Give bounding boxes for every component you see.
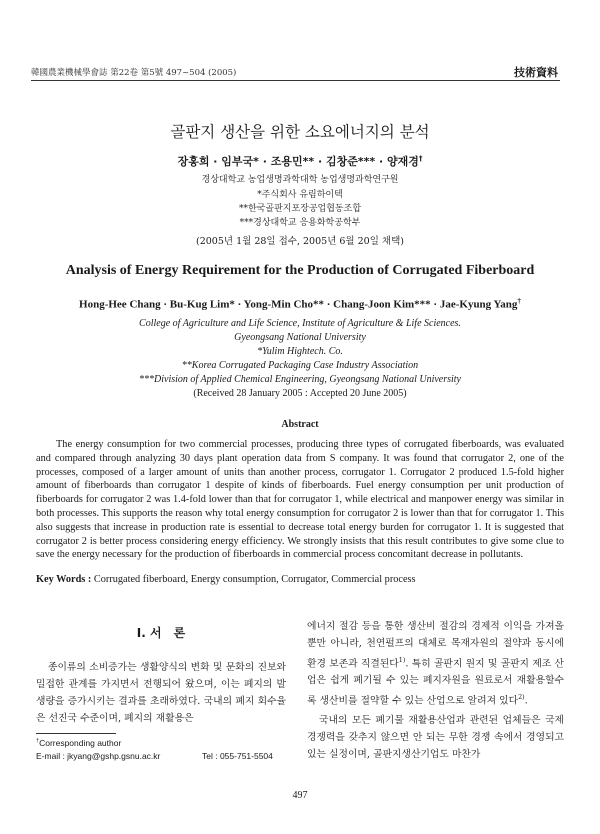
left-column bbox=[36, 618, 286, 727]
section-title: I. 서 론 bbox=[136, 626, 186, 640]
english-corresponding-mark: † bbox=[517, 297, 521, 305]
intro-text: 에너지 절감 등을 통한 생산비 절감의 경제적 이익을 가져올 뿐만 아니라, 천연펄프의 대체로 목재자원의 절약과 동시에 환경 보존과 직결된다 bbox=[307, 621, 564, 670]
keywords-label: Key Words : bbox=[36, 574, 92, 585]
intro-paragraph-continued bbox=[307, 618, 564, 710]
english-affiliation: Gyeongsang National University bbox=[234, 332, 366, 343]
english-affiliation: **Korea Corrugated Packaging Case Industry Association bbox=[181, 360, 419, 371]
citation-ref: 1) bbox=[398, 656, 406, 664]
korean-affiliation: 경상대학교 농업생명과학대학 농업생명과학연구원 bbox=[201, 175, 399, 185]
footnote-mark: † bbox=[36, 738, 40, 745]
korean-author-list: 장홍희 · 임부국* · 조용민** · 김창준*** · 양재경 bbox=[177, 155, 419, 168]
intro-text: . bbox=[524, 695, 528, 707]
korean-affiliation: **한국골판지포장공업협동조합 bbox=[238, 204, 362, 214]
english-affiliation: *Yulim Hightech. Co. bbox=[257, 346, 343, 357]
footnote-label: Corresponding author bbox=[39, 738, 122, 748]
english-affiliation: ***Division of Applied Chemical Engineering, Gyeongsang National University bbox=[139, 374, 461, 385]
english-authors bbox=[0, 297, 600, 311]
keywords bbox=[36, 574, 564, 585]
citation-ref: 2) bbox=[518, 693, 525, 702]
korean-title: 골판지 생산을 위한 소요에너지의 분석 bbox=[170, 123, 430, 141]
english-title: Analysis of Energy Requirement for the Production of Corrugated Fiberboard bbox=[65, 263, 535, 278]
english-author-list: Hong-Hee Chang · Bu-Kug Lim* · Yong-Min Cho** · Chang-Joon Kim*** · Jae-Kyung Yang bbox=[79, 298, 518, 311]
footnote-corresponding bbox=[36, 738, 121, 748]
header-rule bbox=[31, 80, 560, 81]
korean-dates: (2005년 1월 28일 접수, 2005년 6월 20일 채택) bbox=[196, 236, 404, 247]
journal-citation: 韓國農業機械學會誌 第22卷 第5號 497~504 (2005) bbox=[31, 68, 237, 78]
footnote-rule bbox=[36, 733, 116, 734]
intro-paragraph-2: 국내의 모든 폐기물 재활용산업과 관련된 업체들은 국제 경쟁력을 갖추지 않으면 안 되는 무한 경쟁 속에서 경영되고 있는 실정이며, 골판지생산기업도 마찬가 bbox=[307, 714, 564, 760]
english-dates: (Received 28 January 2005 : Accepted 20 June 2005) bbox=[193, 388, 407, 399]
intro-text: . 특히 골판지 원지 및 골판지 제조 산업은 쉽게 폐기될 수 있는 폐지자원을 원료로서 재활용할수록 생산비를 절약할 수 있는 산업으로 알려져 있다 bbox=[307, 658, 565, 707]
korean-authors bbox=[0, 153, 600, 169]
footnote-tel: Tel : 055-751-5504 bbox=[202, 751, 273, 761]
intro-paragraph: 종이류의 소비증가는 생활양식의 변화 및 문화의 진보와 밀접한 관계를 가지면서 전행되어 왔으며, 이는 폐지의 발생량을 증가시키는 결과를 초래하였다. 국내의 폐지 회수율은 선진국 수준이며, 폐지의 재활용은 bbox=[36, 662, 286, 724]
abstract-body: The energy consumption for two commercial processes, producing three types of corrugated fiberboards, was evaluated and compared through analyzing 30 days plant operation data from S company. It was found that corrugator 2, one of the processes, composed of a larger amount of units than another process, corrugator 1. Corrugator 2 produced 1.5-fold higher amount of fiberboards than corrugator 1 despite of kinds of fiberboards. Fuel energy consumption per unit production of fiberboards for corrugator 2 was 1.4-fold lower than that for corrugator 1, while electrical and manpower energy was similar in both processes. This supports the reason why total energy consumption for corrugator 2 is lower than that for corrugator 1. This also suggests that increase in production rate is essential to decrease total energy burden for corrugator 1. It is suggested that corrugator 2 is better process considering energy efficiency. We strongly insists that this result contributes to give some clue to save the energy necessary for the production of fiberboards in commercial process concomitant decrease in pollutants. bbox=[36, 439, 564, 561]
abstract-heading: Abstract bbox=[281, 419, 319, 430]
keywords-list: Corrugated fiberboard, Energy consumption, Corrugator, Commercial process bbox=[91, 574, 416, 585]
footnote-email: E-mail : jkyang@gshp.gsnu.ac.kr bbox=[36, 751, 161, 761]
article-category: 技術資料 bbox=[514, 66, 558, 79]
korean-affiliation: *주식회사 유림하이텍 bbox=[257, 190, 343, 200]
korean-corresponding-mark: † bbox=[418, 153, 423, 163]
page-number: 497 bbox=[292, 790, 308, 801]
right-column bbox=[307, 618, 564, 763]
korean-affiliation: ***경상대학교 응용화학공학부 bbox=[239, 218, 361, 228]
english-affiliation: College of Agriculture and Life Science, Institute of Agriculture & Life Sciences. bbox=[139, 318, 461, 329]
